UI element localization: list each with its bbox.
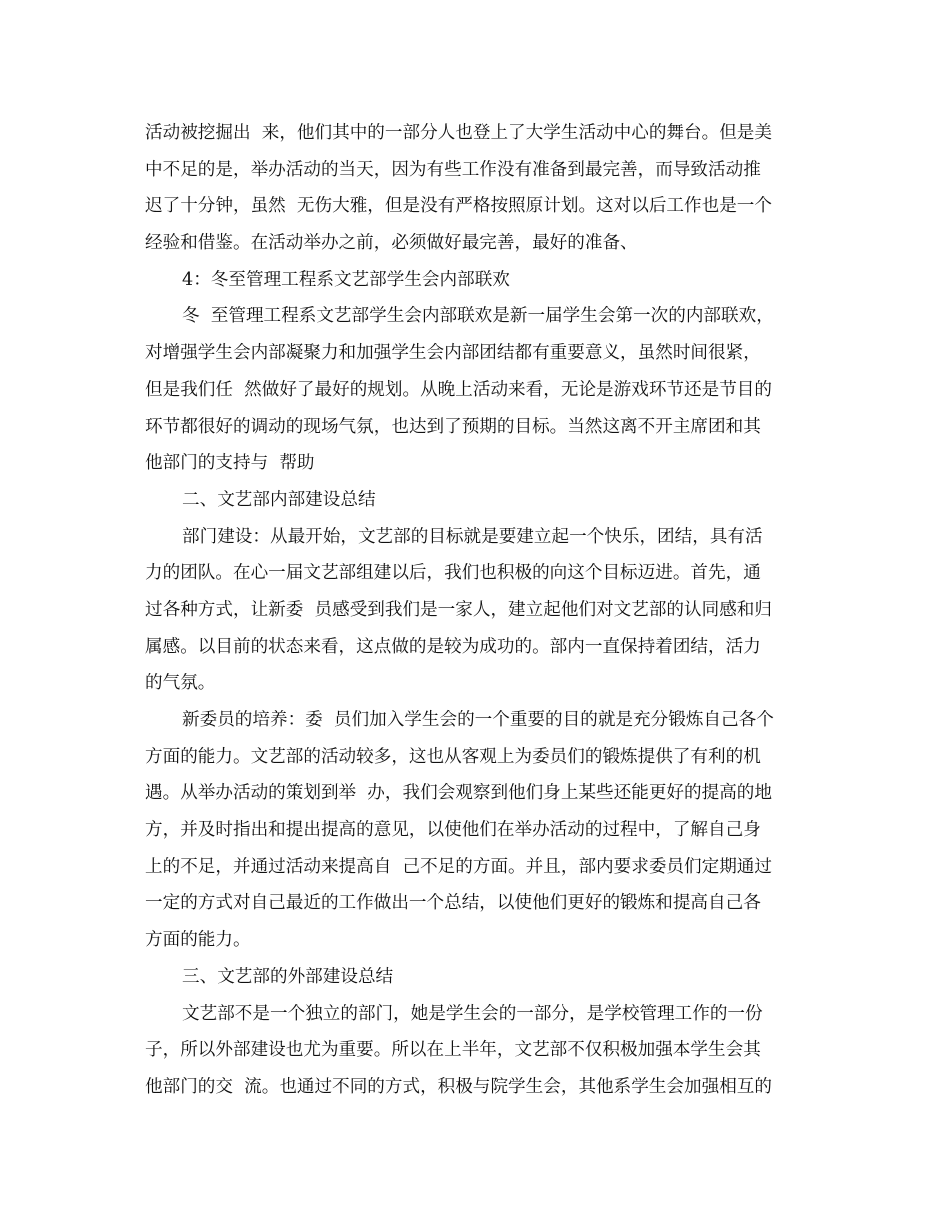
text-line: 子，所以外部建设也尤为重要。所以在上半年，文艺部不仅积极加强本学生会其 bbox=[145, 1040, 761, 1061]
text-line: 对增强学生会内部凝聚力和加强学生会内部团结都有重要意义，虽然时间很紧， bbox=[145, 343, 761, 364]
text-line: 迟了十分钟，虽然 无伤大雅，但是没有严格按照原计划。这对以后工作也是一个 bbox=[145, 196, 772, 217]
text-line: 环节都很好的调动的现场气氛，也达到了预期的目标。当然这离不开主席团和其 bbox=[145, 416, 761, 437]
text-line: 方面的能力。文艺部的活动较多，这也从客观上为委员们的锻炼提供了有利的机 bbox=[145, 746, 761, 767]
text-line: 中不足的是，举办活动的当天，因为有些工作没有准备到最完善，而导致活动推 bbox=[145, 159, 761, 180]
text-line: 上的不足，并通过活动来提高自 己不足的方面。并且，部内要求委员们定期通过 bbox=[145, 856, 772, 877]
text-line: 方，并及时指出和提出提高的意见，以使他们在举办活动的过程中，了解自己身 bbox=[145, 820, 761, 841]
text-line: 方面的能力。 bbox=[145, 930, 251, 951]
text-line: 冬 至管理工程系文艺部学生会内部联欢是新一届学生会第一次的内部联欢， bbox=[182, 306, 774, 327]
text-line: 文艺部不是一个独立的部门，她是学生会的一部分，是学校管理工作的一份 bbox=[182, 1003, 763, 1024]
document-body bbox=[145, 115, 810, 1106]
text-line: 但是我们任 然做好了最好的规划。从晚上活动来看，无论是游戏环节还是节目的 bbox=[145, 379, 772, 400]
text-line: 一定的方式对自己最近的工作做出一个总结，以使他们更好的锻炼和提高自己各 bbox=[145, 893, 761, 914]
text-line: 新委员的培养：委 员们加入学生会的一个重要的目的就是充分锻炼自己各个 bbox=[182, 710, 774, 730]
section-heading: 二、文艺部内部建设总结 bbox=[182, 489, 376, 510]
section-heading: 4：冬至管理工程系文艺部学生会内部联欢 bbox=[182, 269, 510, 290]
text-line: 部门建设：从最开始，文艺部的目标就是要建立起一个快乐，团结，具有活 bbox=[182, 526, 763, 547]
text-line: 过各种方式，让新委 员感受到我们是一家人，建立起他们对文艺部的认同感和归 bbox=[145, 599, 772, 620]
text-line: 属感。以目前的状态来看，这点做的是较为成功的。部内一直保持着团结，活力 bbox=[145, 636, 761, 657]
section-heading: 三、文艺部的外部建设总结 bbox=[182, 966, 394, 987]
text-line: 经验和借鉴。在活动举办之前，必须做好最完善，最好的准备、 bbox=[145, 233, 638, 254]
text-line: 的气氛。 bbox=[145, 673, 216, 694]
text-line: 遇。从举办活动的策划到举 办，我们会观察到他们身上某些还能更好的提高的地 bbox=[145, 783, 772, 804]
text-line: 活动被挖掘出 来，他们其中的一部分人也登上了大学生活动中心的舞台。但是美 bbox=[145, 123, 772, 143]
text-line: 他部门的支持与 帮助 bbox=[145, 453, 315, 474]
text-line: 他部门的交 流。也通过不同的方式，积极与院学生会，其他系学生会加强相互的 bbox=[145, 1076, 772, 1097]
text-line: 力的团队。在心一届文艺部组建以后，我们也积极的向这个目标迈进。首先，通 bbox=[145, 563, 761, 584]
